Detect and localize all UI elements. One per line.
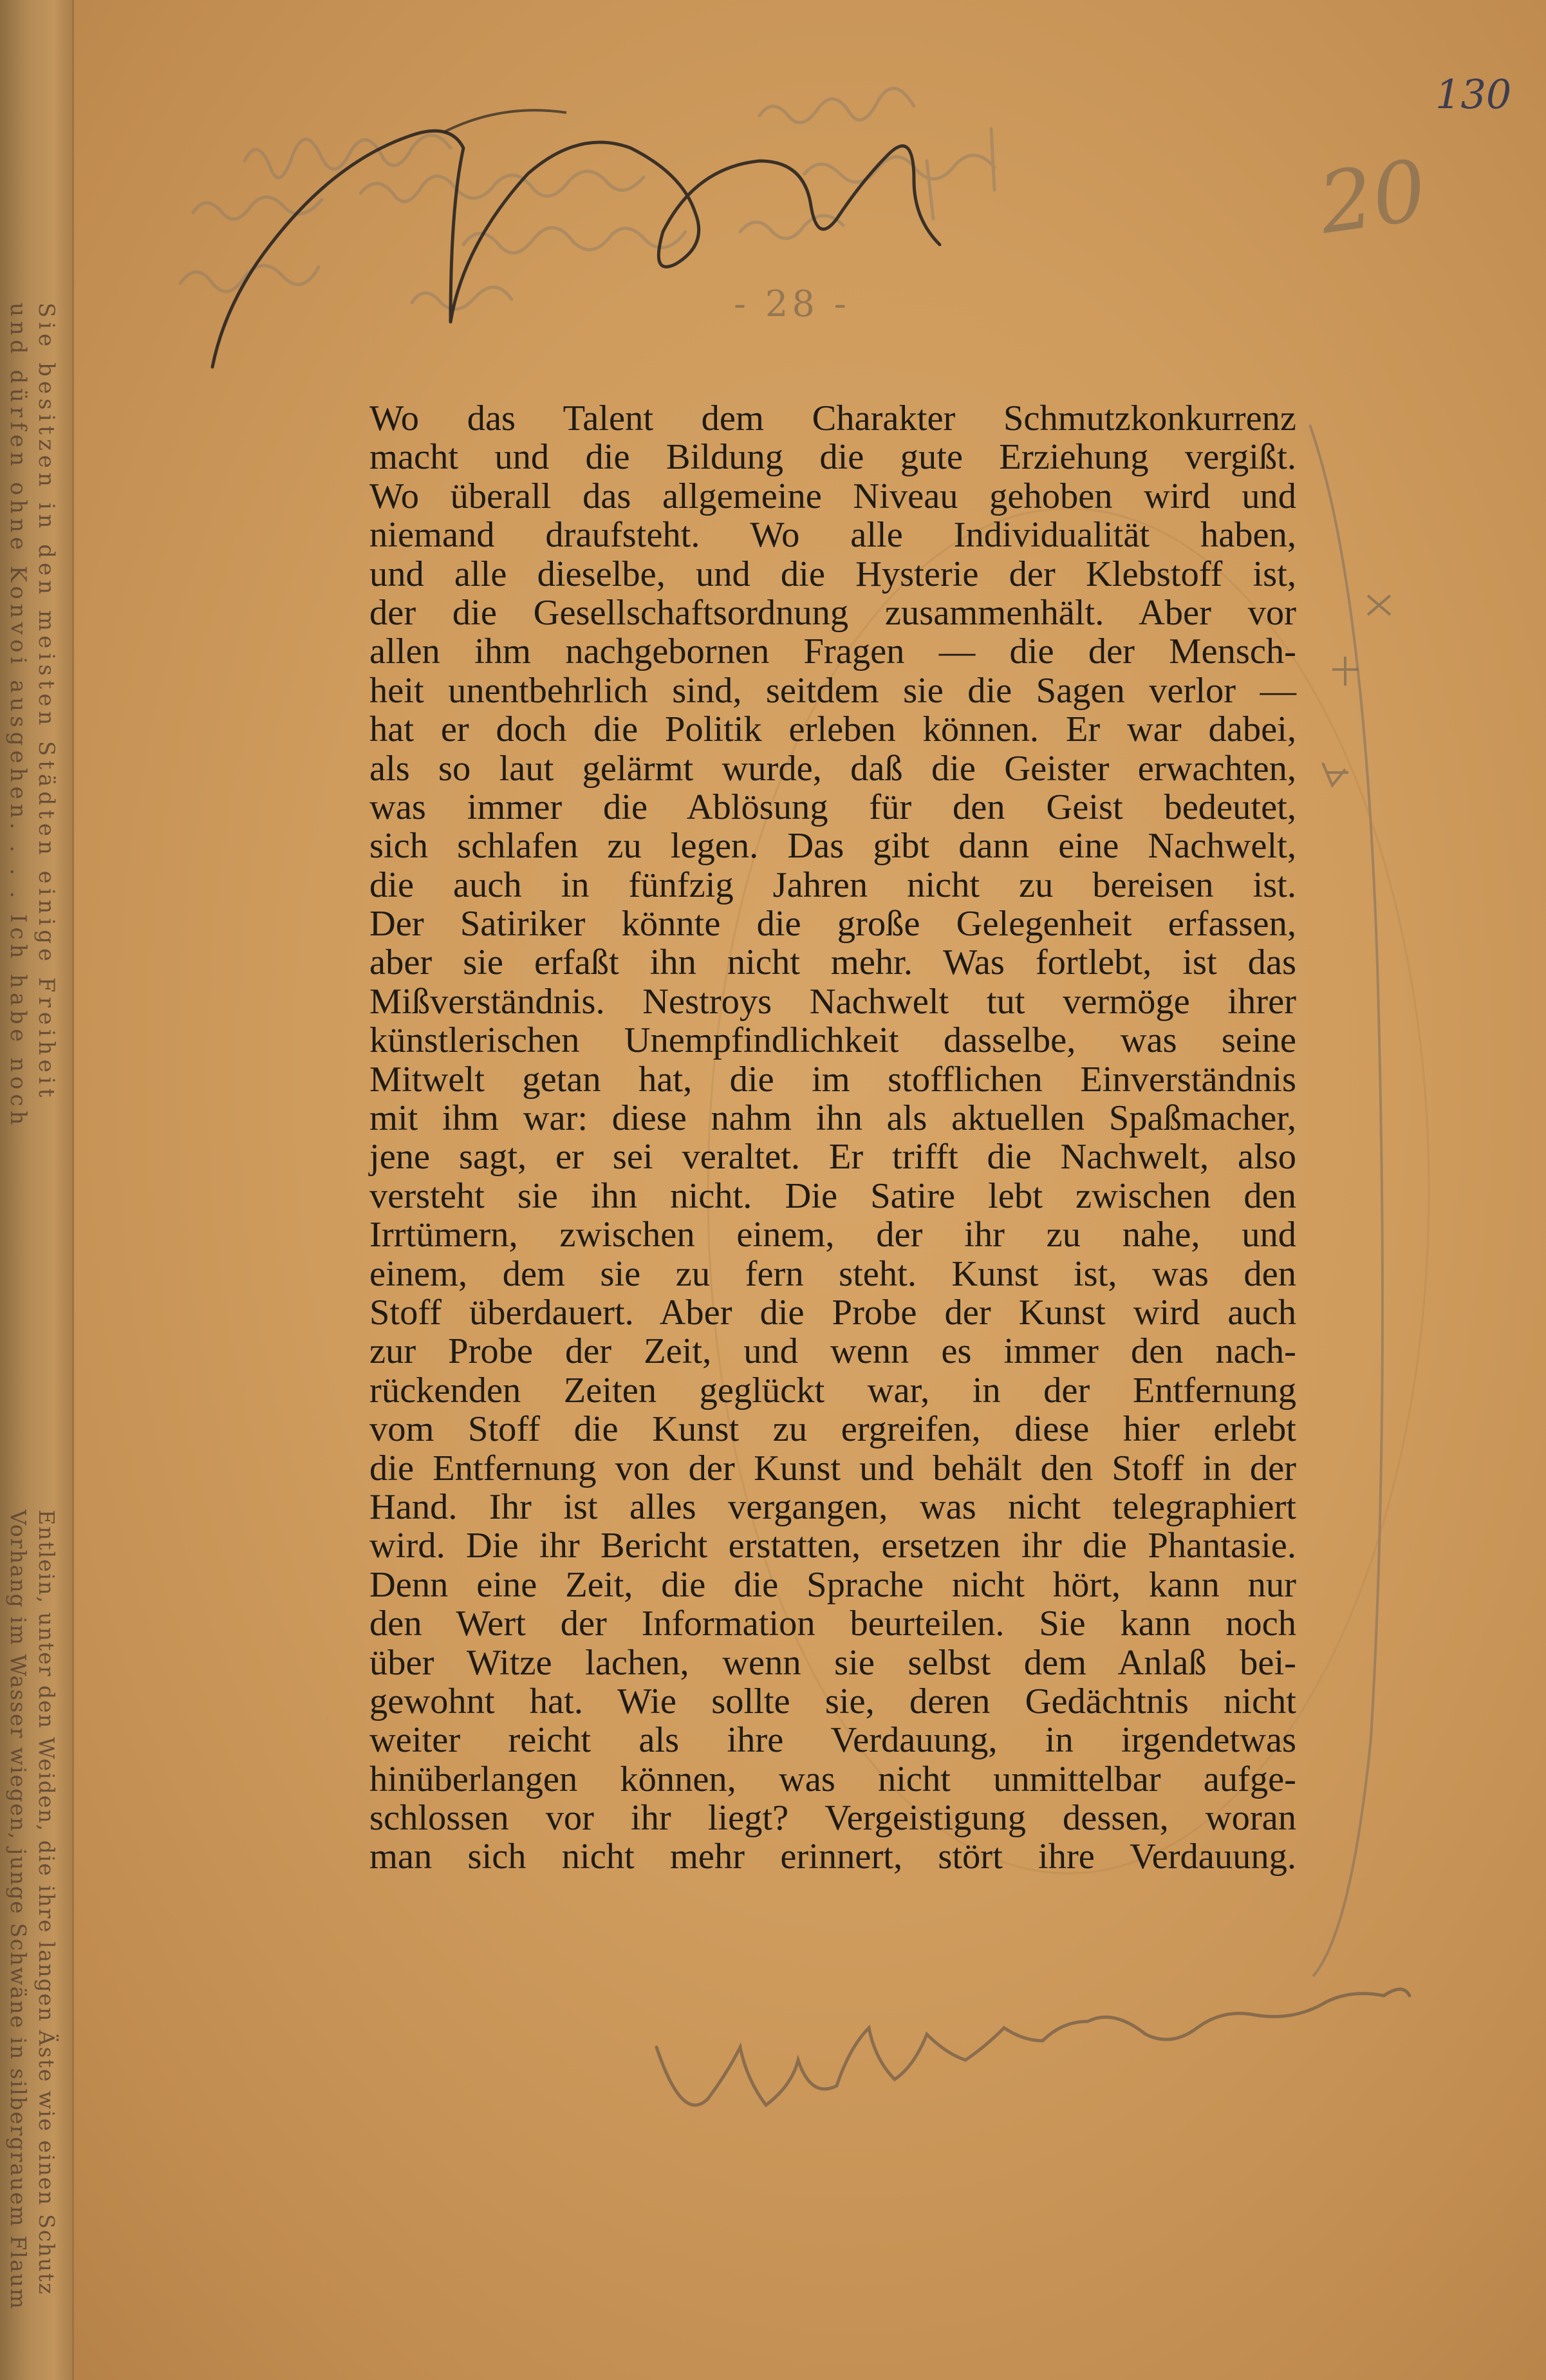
text-line: allen ihm nachgebornen Fragen — die der Mensch-: [369, 632, 1296, 672]
text-line: niemand draufsteht. Wo alle Individualität haben,: [369, 515, 1296, 556]
text-line: Denn eine Zeit, die die Sprache nicht hört, kann nur: [369, 1564, 1296, 1605]
body-text: [369, 399, 1296, 1877]
text-line: man sich nicht mehr erinnert, stört ihre Verdauung.: [369, 1837, 1296, 1877]
text-line: Wo überall das allgemeine Niveau gehoben wird und: [369, 476, 1296, 516]
text-line: Stoff überdauert. Aber die Probe der Kunst wird auch: [369, 1292, 1296, 1333]
text-line: sich schlafen zu legen. Das gibt dann eine Nachwelt,: [369, 826, 1296, 867]
text-line: Mitwelt getan hat, die im stofflichen Einverständnis: [369, 1059, 1296, 1100]
spine-text-line-2: und dürfen ohne Konvoi ausgehen. . . . Ich habe noch: [5, 303, 31, 1130]
text-line: jene sagt, er sei veraltet. Er trifft die Nachwelt, also: [369, 1137, 1296, 1177]
spine-text-line-4: Vorhang im Wasser wiegen, junge Schwäne in silbergrauem Flaum: [6, 1510, 31, 2310]
text-line: mit ihm war: diese nahm ihn als aktuellen Spaßmacher,: [369, 1098, 1296, 1139]
spine-text-line-3: Entlein, unter den Weiden, die ihre langen Äste wie einen Schutz: [34, 1510, 59, 2296]
text-line: Mißverständnis. Nestroys Nachwelt tut vermöge ihrer: [369, 981, 1296, 1022]
text-line: aber sie erfaßt ihn nicht mehr. Was fortlebt, ist das: [369, 942, 1296, 983]
binding-strip: [0, 0, 74, 2380]
text-line: gewohnt hat. Wie sollte sie, deren Gedächtnis nicht: [369, 1681, 1296, 1721]
text-line: der die Gesellschaftsordnung zusammenhält. Aber vor: [369, 592, 1296, 633]
text-line: den Wert der Information beurteilen. Sie kann noch: [369, 1604, 1296, 1644]
pencil-note-number: 20: [1313, 141, 1433, 253]
text-line: als so laut gelärmt wurde, daß die Geister erwachten,: [369, 748, 1296, 789]
page-number: - 28 -: [734, 283, 850, 325]
text-line: versteht sie ihn nicht. Die Satire lebt zwischen den: [369, 1176, 1296, 1216]
text-line: Der Satiriker könnte die große Gelegenheit erfassen,: [369, 904, 1296, 944]
folio-number: 130: [1435, 71, 1512, 118]
text-line: wird. Die ihr Bericht erstatten, ersetzen ihr die Phantasie.: [369, 1526, 1296, 1566]
text-line: weiter reicht als ihre Verdauung, in irgendetwas: [369, 1720, 1296, 1761]
text-line: die Entfernung von der Kunst und behält den Stoff in der: [369, 1448, 1296, 1488]
text-line: und alle dieselbe, und die Hysterie der Klebstoff ist,: [369, 554, 1296, 594]
text-line: was immer die Ablösung für den Geist bedeutet,: [369, 787, 1296, 827]
text-line: Wo das Talent dem Charakter Schmutzkonkurrenz: [369, 398, 1296, 438]
text-line: rückenden Zeiten geglückt war, in der Entfernung: [369, 1370, 1296, 1410]
text-line: schlossen vor ihr liegt? Vergeistigung dessen, woran: [369, 1798, 1296, 1839]
text-line: die auch in fünfzig Jahren nicht zu bereisen ist.: [369, 865, 1296, 905]
text-line: künstlerischen Unempfindlichkeit dasselbe, was seine: [369, 1020, 1296, 1061]
text-line: macht und die Bildung die gute Erziehung vergißt.: [369, 437, 1296, 478]
text-line: hat er doch die Politik erleben können. Er war dabei,: [369, 709, 1296, 750]
text-line: Hand. Ihr ist alles vergangen, was nicht telegraphiert: [369, 1486, 1296, 1527]
text-line: über Witze lachen, wenn sie selbst dem Anlaß bei-: [369, 1642, 1296, 1683]
text-line: heit unentbehrlich sind, seitdem sie die Sagen verlor —: [369, 670, 1296, 711]
text-line: einem, dem sie zu fern steht. Kunst ist, was den: [369, 1253, 1296, 1294]
text-line: zur Probe der Zeit, und wenn es immer den nach-: [369, 1331, 1296, 1372]
spine-text-line-1: Sie besitzen in den meisten Städten einige Freiheit: [33, 303, 59, 1102]
text-line: vom Stoff die Kunst zu ergreifen, diese hier erlebt: [369, 1409, 1296, 1450]
text-line: Irrtümern, zwischen einem, der ihr zu nahe, und: [369, 1215, 1296, 1255]
text-line: hinüberlangen können, was nicht unmittelbar aufge-: [369, 1759, 1296, 1799]
